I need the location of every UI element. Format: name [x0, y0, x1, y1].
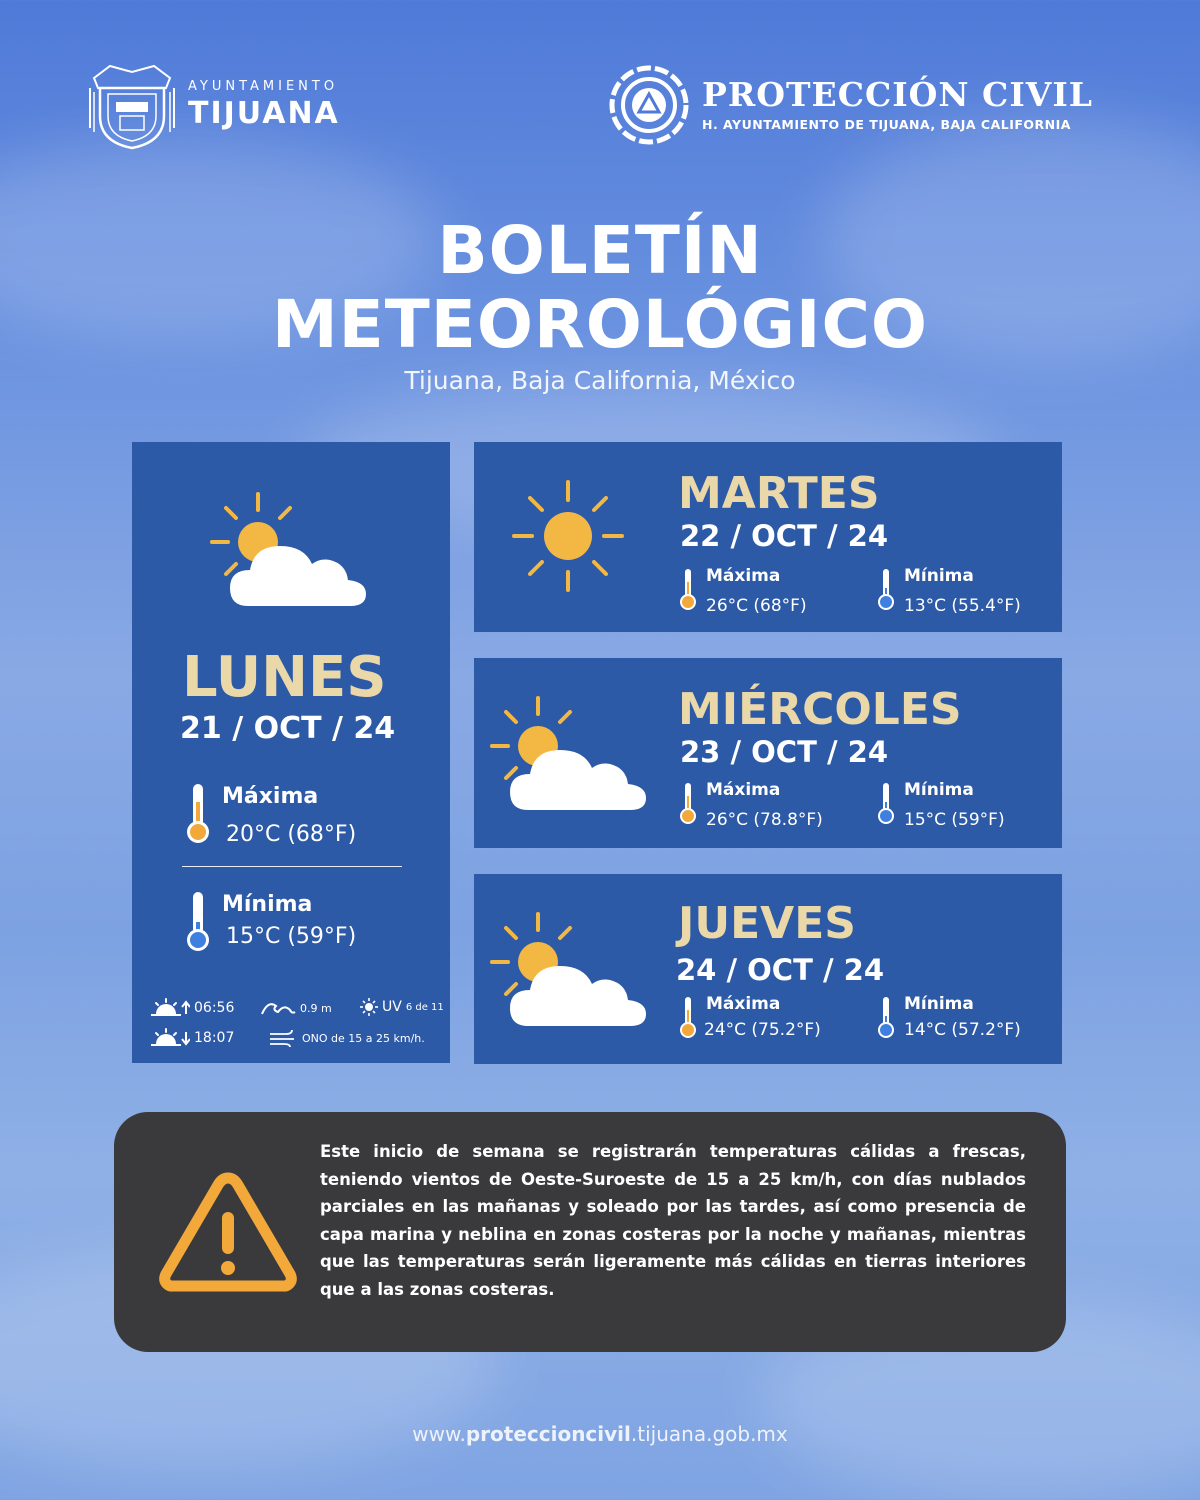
forecast-day-name: JUEVES [678, 898, 856, 949]
divider [182, 866, 402, 867]
today-day-name: LUNES [182, 645, 387, 710]
ayuntamiento-label: AYUNTAMIENTO [188, 79, 339, 94]
today-max-label: Máxima [222, 784, 319, 809]
uv-value: 6 de 11 [405, 1001, 444, 1013]
thermometer-warm-icon [678, 782, 698, 826]
forecast-day-name: MIÉRCOLES [678, 684, 962, 735]
uv-stat [360, 998, 444, 1016]
url-domain-bold: proteccioncivil [465, 1422, 631, 1446]
today-max-value: 20°C (68°F) [226, 822, 357, 847]
forecast-max-label: Máxima [706, 566, 781, 586]
sunset-icon [150, 1028, 190, 1048]
waves-icon [260, 998, 296, 1018]
proteccion-civil-emblem-icon [608, 64, 690, 146]
forecast-min-label: Mínima [904, 994, 974, 1014]
tijuana-label: TIJUANA [188, 96, 340, 131]
forecast-max-value: 24°C (75.2°F) [704, 1020, 821, 1040]
thermometer-cold-icon [876, 782, 896, 826]
forecast-max-value: 26°C (68°F) [706, 596, 807, 616]
wind-icon [268, 1028, 298, 1048]
alert-message: Este inicio de semana se registrarán temperaturas cálidas a frescas, teniendo vientos de Oeste-Suroeste de 15 a 25 km/h, con días nublados parciales en las mañanas y soleado por las tardes, así como presencia de capa marina y neblina en zonas costeras por la noche y mañanas, mientras que las temperaturas serán ligeramente más cálidas en tierras interiores que a las zonas costeras. [320, 1142, 1026, 1299]
forecast-min-label: Mínima [904, 566, 974, 586]
page-title-line1: BOLETÍN [437, 212, 763, 289]
today-card [132, 442, 450, 1063]
forecast-max-value: 26°C (78.8°F) [706, 810, 823, 830]
partly-cloudy-icon [488, 910, 648, 1030]
sunset-stat [150, 1028, 234, 1048]
thermometer-cold-icon [876, 568, 896, 612]
partly-cloudy-icon [488, 694, 648, 814]
proteccion-civil-subtitle: H. AYUNTAMIENTO DE TIJUANA, BAJA CALIFORNIA [702, 117, 1071, 132]
waves-stat [260, 998, 332, 1018]
forecast-card-jueves [474, 874, 1062, 1064]
uv-sun-icon [360, 998, 378, 1016]
today-min-label: Mínima [222, 892, 313, 917]
proteccion-civil-title: PROTECCIÓN CIVIL [702, 75, 1094, 114]
forecast-min-value: 13°C (55.4°F) [904, 596, 1021, 616]
sunrise-stat [150, 998, 234, 1018]
forecast-date: 24 / OCT / 24 [676, 953, 884, 987]
today-date: 21 / OCT / 24 [180, 711, 396, 746]
sunset-time: 18:07 [194, 1030, 235, 1046]
url-prefix: www. [412, 1422, 466, 1446]
tijuana-crest-icon [86, 58, 178, 152]
forecast-date: 23 / OCT / 24 [680, 735, 888, 769]
today-min-value: 15°C (59°F) [226, 924, 357, 949]
thermometer-cold-icon [184, 890, 212, 954]
warning-icon [158, 1168, 298, 1296]
partly-cloudy-icon [208, 490, 368, 610]
thermometer-warm-icon [678, 568, 698, 612]
page-title-line2: METEOROLÓGICO [272, 286, 928, 363]
location-subtitle: Tijuana, Baja California, México [404, 366, 796, 395]
forecast-max-label: Máxima [706, 780, 781, 800]
wind-stat [268, 1028, 425, 1048]
wind-value: ONO de 15 a 25 km/h. [302, 1031, 425, 1045]
sunrise-time: 06:56 [194, 1000, 235, 1016]
tijuana-logo [86, 58, 340, 152]
forecast-card-martes [474, 442, 1062, 632]
uv-label: UV [382, 999, 402, 1015]
forecast-date: 22 / OCT / 24 [680, 519, 888, 553]
url-suffix: .tijuana.gob.mx [630, 1422, 788, 1446]
forecast-min-value: 15°C (59°F) [904, 810, 1005, 830]
thermometer-cold-icon [876, 996, 896, 1040]
website-link[interactable] [0, 1422, 1200, 1446]
sun-icon [510, 478, 626, 594]
sunrise-icon [150, 998, 190, 1018]
thermometer-warm-icon [184, 782, 212, 846]
forecast-day-name: MARTES [678, 468, 880, 519]
thermometer-warm-icon [678, 996, 698, 1040]
waves-height: 0.9 m [300, 1001, 332, 1015]
forecast-max-label: Máxima [706, 994, 781, 1014]
forecast-card-miercoles [474, 658, 1062, 848]
weather-alert [114, 1112, 1066, 1352]
forecast-min-value: 14°C (57.2°F) [904, 1020, 1021, 1040]
proteccion-civil-logo [608, 64, 1093, 146]
forecast-min-label: Mínima [904, 780, 974, 800]
